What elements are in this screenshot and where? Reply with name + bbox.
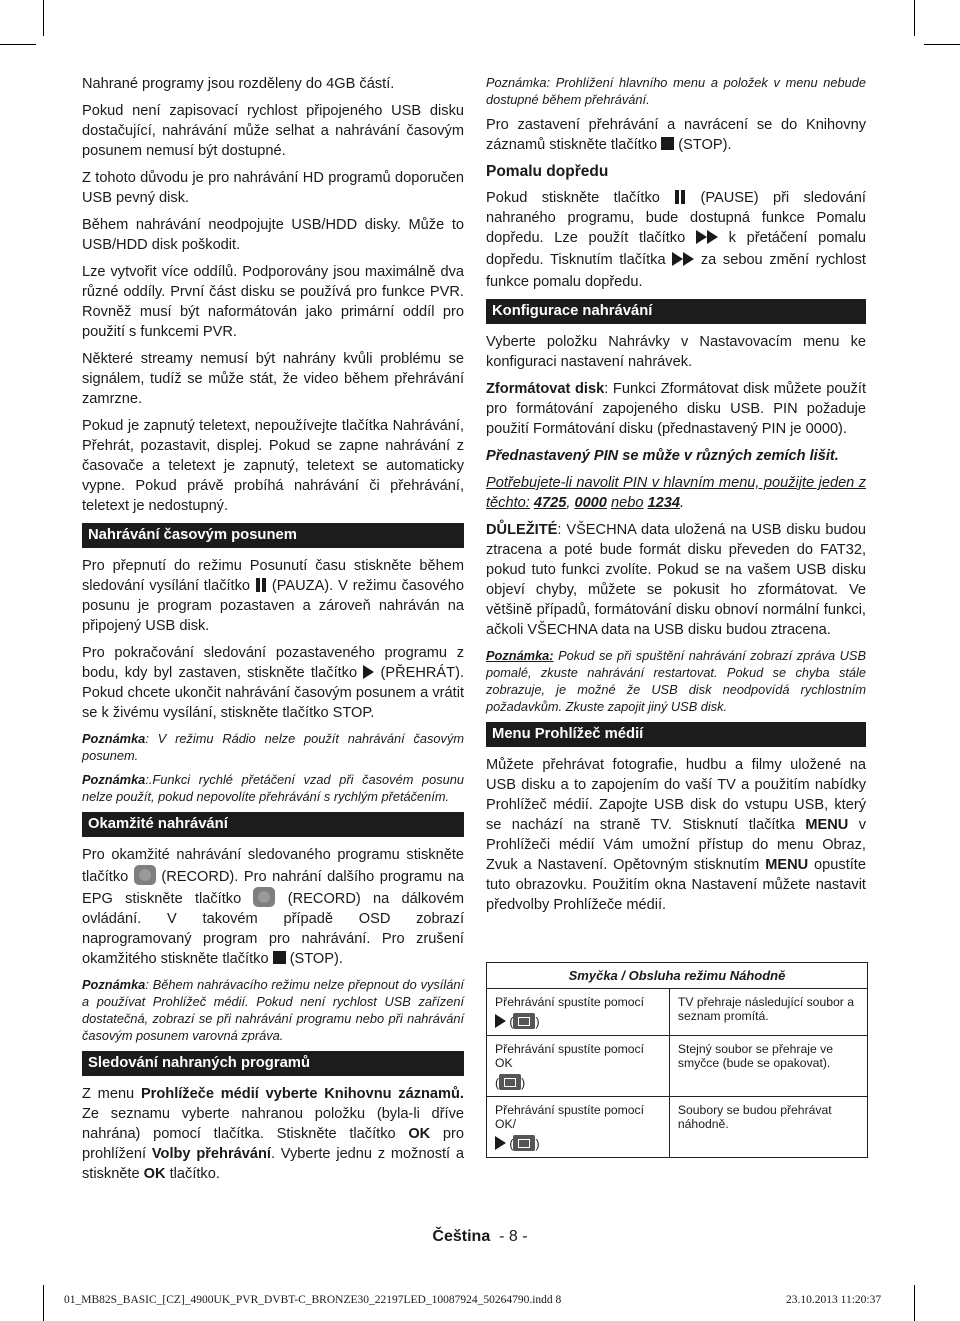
text: Pokud stiskněte tlačítko [486,190,660,206]
play-icon [495,1136,506,1150]
play-icon [363,665,374,679]
paragraph [82,1084,464,1184]
paragraph [82,556,464,636]
section-heading-timeshift: Nahrávání časovým posunem [82,523,464,548]
text: Pro přepnutí do režimu Posunutí času stiskněte během sledování vysílání tlačítko [82,558,464,594]
text-bold: MENU [805,817,849,833]
text: : VŠECHNA data uložená na USB disku budou ztracena a poté bude formát disku převeden do FAT32, pokud tuto funkci zvolíte. Pokud se na vašem USB disku objeví chyby, můžete se pokusit ho zformátovat. Ve většině případů, formátování disku obnoví normální funkci, ačkoli VŠECHNA data na USB disku budou ztracena. [486,522,866,638]
table-cell: Přehrávání spustíte pomocí ( ) [487,989,670,1036]
text-bold: OK [408,1126,431,1142]
paragraph: Přednastavený PIN se může v různých zemích lišit. [486,448,839,464]
paragraph: Z tohoto důvodu je pro nahrávání HD programů doporučen USB pevný disk. [82,170,464,206]
section-heading-slow-forward: Pomalu dopředu [486,163,609,180]
crop-mark [43,1285,44,1321]
paragraph: Některé streamy nemusí být nahrány kvůli problému se signálem, tudíž se může stát, že video během přehrávání zamrzne. [82,351,464,407]
paragraph [486,755,866,915]
pin-value: 0000 [574,495,607,511]
table-cell: Přehrávání spustíte pomocí OK ( ) [487,1036,670,1097]
paragraph: Pokud je zapnutý teletext, nepoužívejte tlačítka Nahrávání, Přehrát, pozastavit, displej. Pokud se zapne nahrávání z časovače a teletext je zapnutý, teletext se automaticky vypne. Pokud právě probíhá nahrávání či přehrávání, teletext je nedostupný. [82,418,464,514]
cell-text: Přehrávání spustíte pomocí OK [495,1042,645,1070]
text: : Funkci Zformátovat disk můžete použít pro formátování zapojeného disku USB. PIN požaduje použití Formátování disku (přednastavený PIN je 0000). [486,381,866,437]
text: Potřebujete-li navolit PIN v hlavním menu, použijte jeden z těchto: [486,475,866,511]
text: (RECORD) na dálkovém ovládání. V takovém případě OSD zobrazí naprogramovaný program pro nahrávání. Pro zrušení okamžitého stiskněte tlačítko [82,891,464,967]
text-bold: Volby přehrávání [151,1146,271,1162]
shuffle-icon [513,1135,535,1151]
text: k přetáčení pomalu dopředu. Tisknutím tlačítka [486,230,866,268]
text: (PŘEHRÁT). Pokud chcete ukončit nahrávání časovým posunem a vrátit se k živému vysílání, stiskněte tlačítko STOP. [82,665,464,721]
paragraph: Potřebujete-li navolit PIN v hlavním menu, použijte jeden z těchto: 4725, 0000 nebo 1234. [486,475,866,511]
right-column [486,74,866,922]
text: Můžete přehrávat fotografie, hudbu a filmy uložené na USB disku a to zapojením do vaší TV a použitím nabídky Prohlížeč médií. Zapojte USB disk do vstupu USB, který se nachází na straně TV. Stisknutí tlačítka [486,757,866,833]
crop-mark [914,1285,915,1321]
paragraph: Během nahrávání neodpojujte USB/HDD disky. Může to USB/HDD disk poškodit. [82,217,464,253]
record-icon [253,887,275,907]
text: Pro pokračování sledování pozastaveného programu z bodu, kdy byl zastaven, stiskněte tlačítko [82,645,464,681]
text-bold: Prohlížeče médií vyberte Knihovnu záznamů. [140,1086,464,1102]
table-cell: TV přehraje následující soubor a seznam promítá. [669,989,867,1036]
table-row [487,989,868,1036]
crop-mark [43,0,44,36]
pin-value: 1234 [647,495,680,511]
crop-mark [924,44,960,45]
table-header: Smyčka / Obsluha režimu Náhodně [487,963,868,989]
paragraph [486,520,866,640]
text: (PAUZA). V režimu časového posunu je program pozastaven a zároveň nahráván na připojený USB disk. [82,578,464,634]
text: Z menu [82,1086,135,1102]
note-text: : V režimu Rádio nelze použít nahrávání časovým posunem. [82,731,464,763]
note-label: Poznámka: [486,648,554,663]
fast-forward-icon [696,230,718,250]
play-icon [495,1014,506,1028]
paragraph: Lze vytvořit více oddílů. Podporovány jsou maximálně dva různé oddíly. První část disku se používá pro funkce PVR. Rovněž musí být naformátován jako primární oddíl pro použití s funkcemi PVR. [82,264,464,340]
text: (PAUSE) při sledování nahraného programu, bude dostupná funkce Pomalu dopředu. Lze použít tlačítko [486,190,866,246]
paragraph [486,188,866,292]
stop-icon [661,137,674,150]
pause-icon [255,578,267,592]
section-heading-config: Konfigurace nahrávání [486,299,866,324]
page-number: - 8 - [499,1228,528,1245]
note-text: :.Funkci rychlé přetáčení vzad při časovém posunu nelze použít, pokud nepovolíte přehrávání s rychlým přetáčením. [82,772,464,804]
paragraph: Vyberte položku Nahrávky v Nastavovacím menu ke konfiguraci nastavení nahrávek. [486,334,866,370]
page-footer [0,1228,960,1246]
note [82,771,464,805]
table-row [487,1036,868,1097]
crop-mark [914,0,915,36]
note-text: : Během nahrávacího režimu nelze přepnout do vysílání a používat Prohlížeč médií. Pokud není rychlost USB zařízení dostatečná, zobrazí se při nahrávání programu nebo při nahrávání časovým posunem varovná zpráva. [82,977,464,1043]
loop-shuffle-table [486,962,868,1158]
section-heading-media: Menu Prohlížeč médií [486,722,866,747]
note-label: Poznámka [82,772,146,787]
text: pro prohlížení [82,1126,464,1162]
text: (STOP). [678,137,732,153]
paragraph [82,643,464,723]
text: opustíte tuto obrazovku. Použitím okna Nastavení můžete nastavit předvolby Prohlížeče médií. [486,857,866,913]
repeat-icon [513,1013,535,1029]
language-label: Čeština [432,1228,491,1245]
text-bold: MENU [765,857,809,873]
cell-text: Přehrávání spustíte pomocí OK/ [495,1103,645,1131]
print-filename: 01_MB82S_BASIC_[CZ]_4900UK_PVR_DVBT-C_BRONZE30_22197LED_10087924_50264790.indd 8 [64,1294,562,1306]
cell-text: Přehrávání spustíte pomocí [495,995,645,1009]
paragraph: Pokud není zapisovací rychlost připojeného USB disku dostačující, nahrávání může selhat a nahrávání časovým posunem nemusí být dostupné. [82,103,464,159]
section-heading-instant: Okamžité nahrávání [82,812,464,837]
table-row [487,1097,868,1158]
text-bold: Zformátovat disk [486,381,605,397]
section-heading-watch: Sledování nahraných programů [82,1051,464,1076]
text: . Vyberte jednu z možností a stiskněte [82,1146,465,1182]
text: Ze seznamu vyberte nahranou položku (byla-li dříve nahrána) pomocí tlačítka. Stiskněte tlačítko [82,1106,464,1142]
note: Poznámka: Prohlížení hlavního menu a položek v menu nebude dostupné během přehrávání. [486,75,866,107]
record-icon [134,865,156,885]
note [486,647,866,715]
note-text: Pokud se při spuštění nahrávání zobrazí zpráva USB pomalé, zkuste nahrávání restartovat. Pokud se chyba stále zobrazuje, je možné že USB disk neodpovídá rychlostním požadavkům. Zkuste zapojit jiný USB disk. [486,648,866,714]
pause-icon [674,190,686,204]
paragraph [82,845,464,969]
stop-icon [273,951,286,964]
note-label: Poznámka [82,731,146,746]
crop-mark [0,44,36,45]
text: v Prohlížeči médií Vám umožní přístup do menu Obraz, Zvuk a Nastavení. Opětovným stisknutím [486,817,866,873]
text: Pro okamžité nahrávání sledovaného programu stiskněte tlačítko [82,847,464,885]
print-timestamp: 23.10.2013 11:20:37 [786,1294,882,1306]
text: (RECORD). Pro nahrání dalšího programu na EPG stiskněte tlačítko [82,869,464,907]
paragraph: Nahrané programy jsou rozděleny do 4GB částí. [82,76,395,92]
repeat-icon [499,1074,521,1090]
text-bold: OK [143,1166,166,1182]
text: (STOP). [289,951,343,967]
text: nebo [610,495,644,511]
pin-value: 4725 [533,495,567,511]
note [82,976,464,1044]
fast-forward-icon [672,252,694,272]
table-cell: Soubory se budou přehrávat náhodně. [669,1097,867,1158]
table-cell: Stejný soubor se přehraje ve smyčce (bude se opakovat). [669,1036,867,1097]
text: Pro zastavení přehrávání a navrácení se do Knihovny záznamů stiskněte tlačítko [486,117,866,153]
text: tlačítko. [169,1166,220,1182]
table-cell: Přehrávání spustíte pomocí OK/ ( ) [487,1097,670,1158]
paragraph [486,115,866,155]
note [82,730,464,764]
text: za sebou změní rychlost funkce pomalu dopředu. [486,252,866,290]
paragraph [486,379,866,439]
text-bold: DŮLEŽITÉ [486,522,558,538]
left-column [82,74,464,1191]
note-label: Poznámka [82,977,146,992]
